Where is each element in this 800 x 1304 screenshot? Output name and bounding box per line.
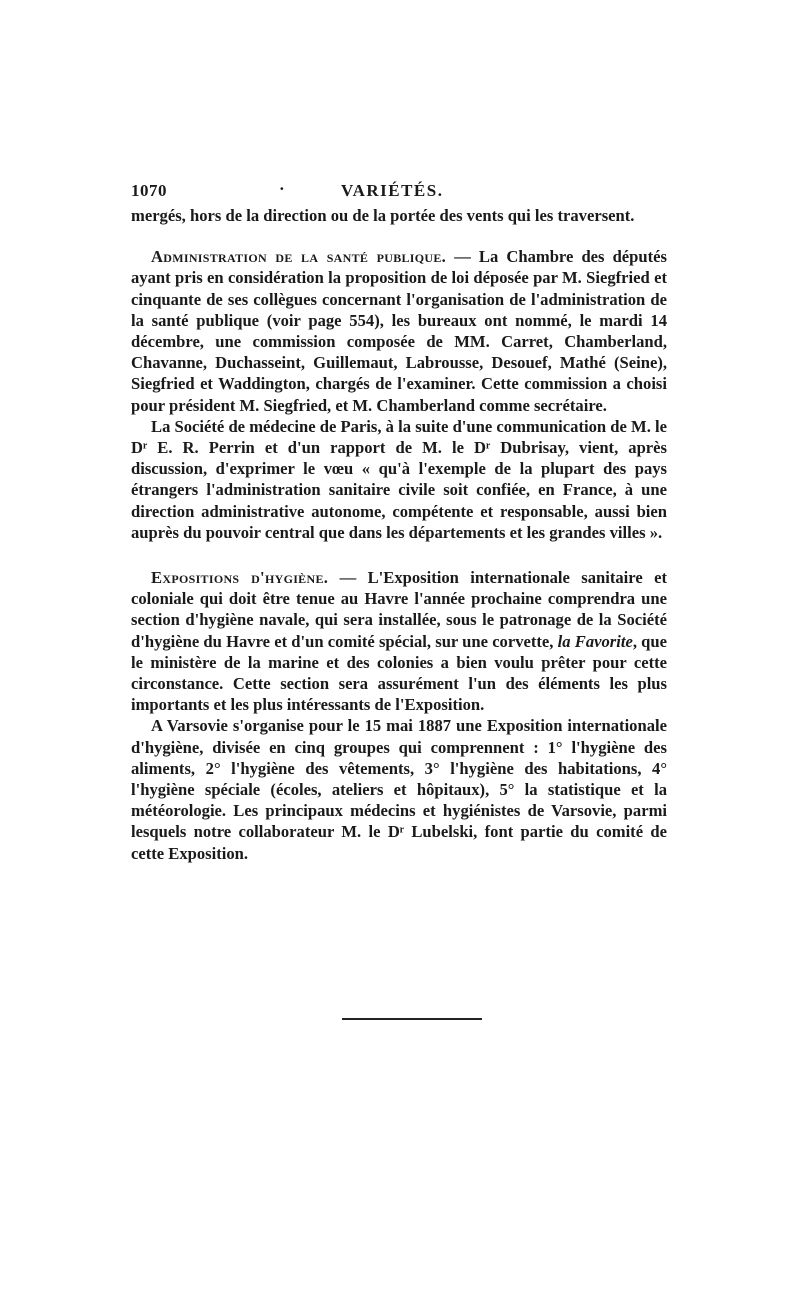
varsovie-paragraph: A Varsovie s'organise pour le 15 mai 1887 une Exposition internationale d'hygiène, divisée en cinq groupes qui comprennent : 1° l'hygiène des aliments, 2° l'hygiène des vêtements, 3° l'hygiène des habitations, 4° l'hygiène spéciale (écoles, ateliers et hôpitaux), 5° la statistique et la météorologie. Les principaux médecins et hygiénistes de Varsovie, parmi lesquels notre collaborateur M. le Dʳ Lubelski, font partie du comité de cette Exposition. [131, 716, 667, 863]
societe-medecine-paragraph: La Société de médecine de Paris, à la suite d'une communication de M. le Dʳ E. R. Perrin et d'un rapport de M. le Dʳ Dubrisay, vient, après discussion, d'exprimer le vœu « qu'à l'exemple de la plupart des pays étrangers l'administration sanitaire civile soit confiée, en France, à une direction administrative autonome, compétente et responsable, aussi bien auprès du pouvoir central que dans les départements et les grandes villes ». [131, 416, 667, 542]
document-page [131, 175, 667, 864]
section-expositions-heading: Expositions d'hygiène. [151, 568, 329, 588]
intro-paragraph: mergés, hors de la direction ou de la portée des vents qui les traversent. [131, 206, 635, 225]
section-expositions-text-b: , que le ministère de la marine et des colonies a bien voulu prêter pour cette circonstance. Cette section sera assurément l'un des éléments les plus importants et les plus intéressants de l'Exposition. [131, 631, 667, 715]
section-expositions-text-a: — L'Exposition internationale sanitaire et coloniale qui doit être tenue au Havre l'année prochaine comprendra une section d'hygiène navale, qui sera installée, sous le patronage de la Société d'hygiène du Havre et d'un comité spécial, sur une corvette, [131, 568, 667, 651]
section-administration-paragraph [131, 246, 667, 416]
section-administration-text: — La Chambre des députés ayant pris en considération la proposition de loi déposée par M. Siegfried et cinquante de ses collègues concernant l'organisation de l'administration de la santé publique (voir page 554), les bureaux ont nommé, le mardi 14 décembre, une commission composée de MM. Carret, Chamberland, Chavanne, Duchasseint, Guillemaut, Labrousse, Desouef, Mathé (Seine), Siegfried et Waddington, chargés de l'examiner. Cette commission a choisi pour président M. Siegfried, et M. Chamberland comme secrétaire. [131, 247, 667, 415]
body-text [131, 205, 667, 864]
running-head-dot: · [279, 179, 285, 198]
running-head-title: VARIÉTÉS. [341, 181, 444, 200]
section-administration-heading: Administration de la santé publique. [151, 247, 447, 267]
ship-name-italic: la Favorite [557, 631, 633, 651]
page-number: 1070 [131, 181, 167, 200]
running-head [131, 175, 667, 205]
section-expositions-paragraph [131, 567, 667, 715]
end-rule [342, 1018, 482, 1020]
